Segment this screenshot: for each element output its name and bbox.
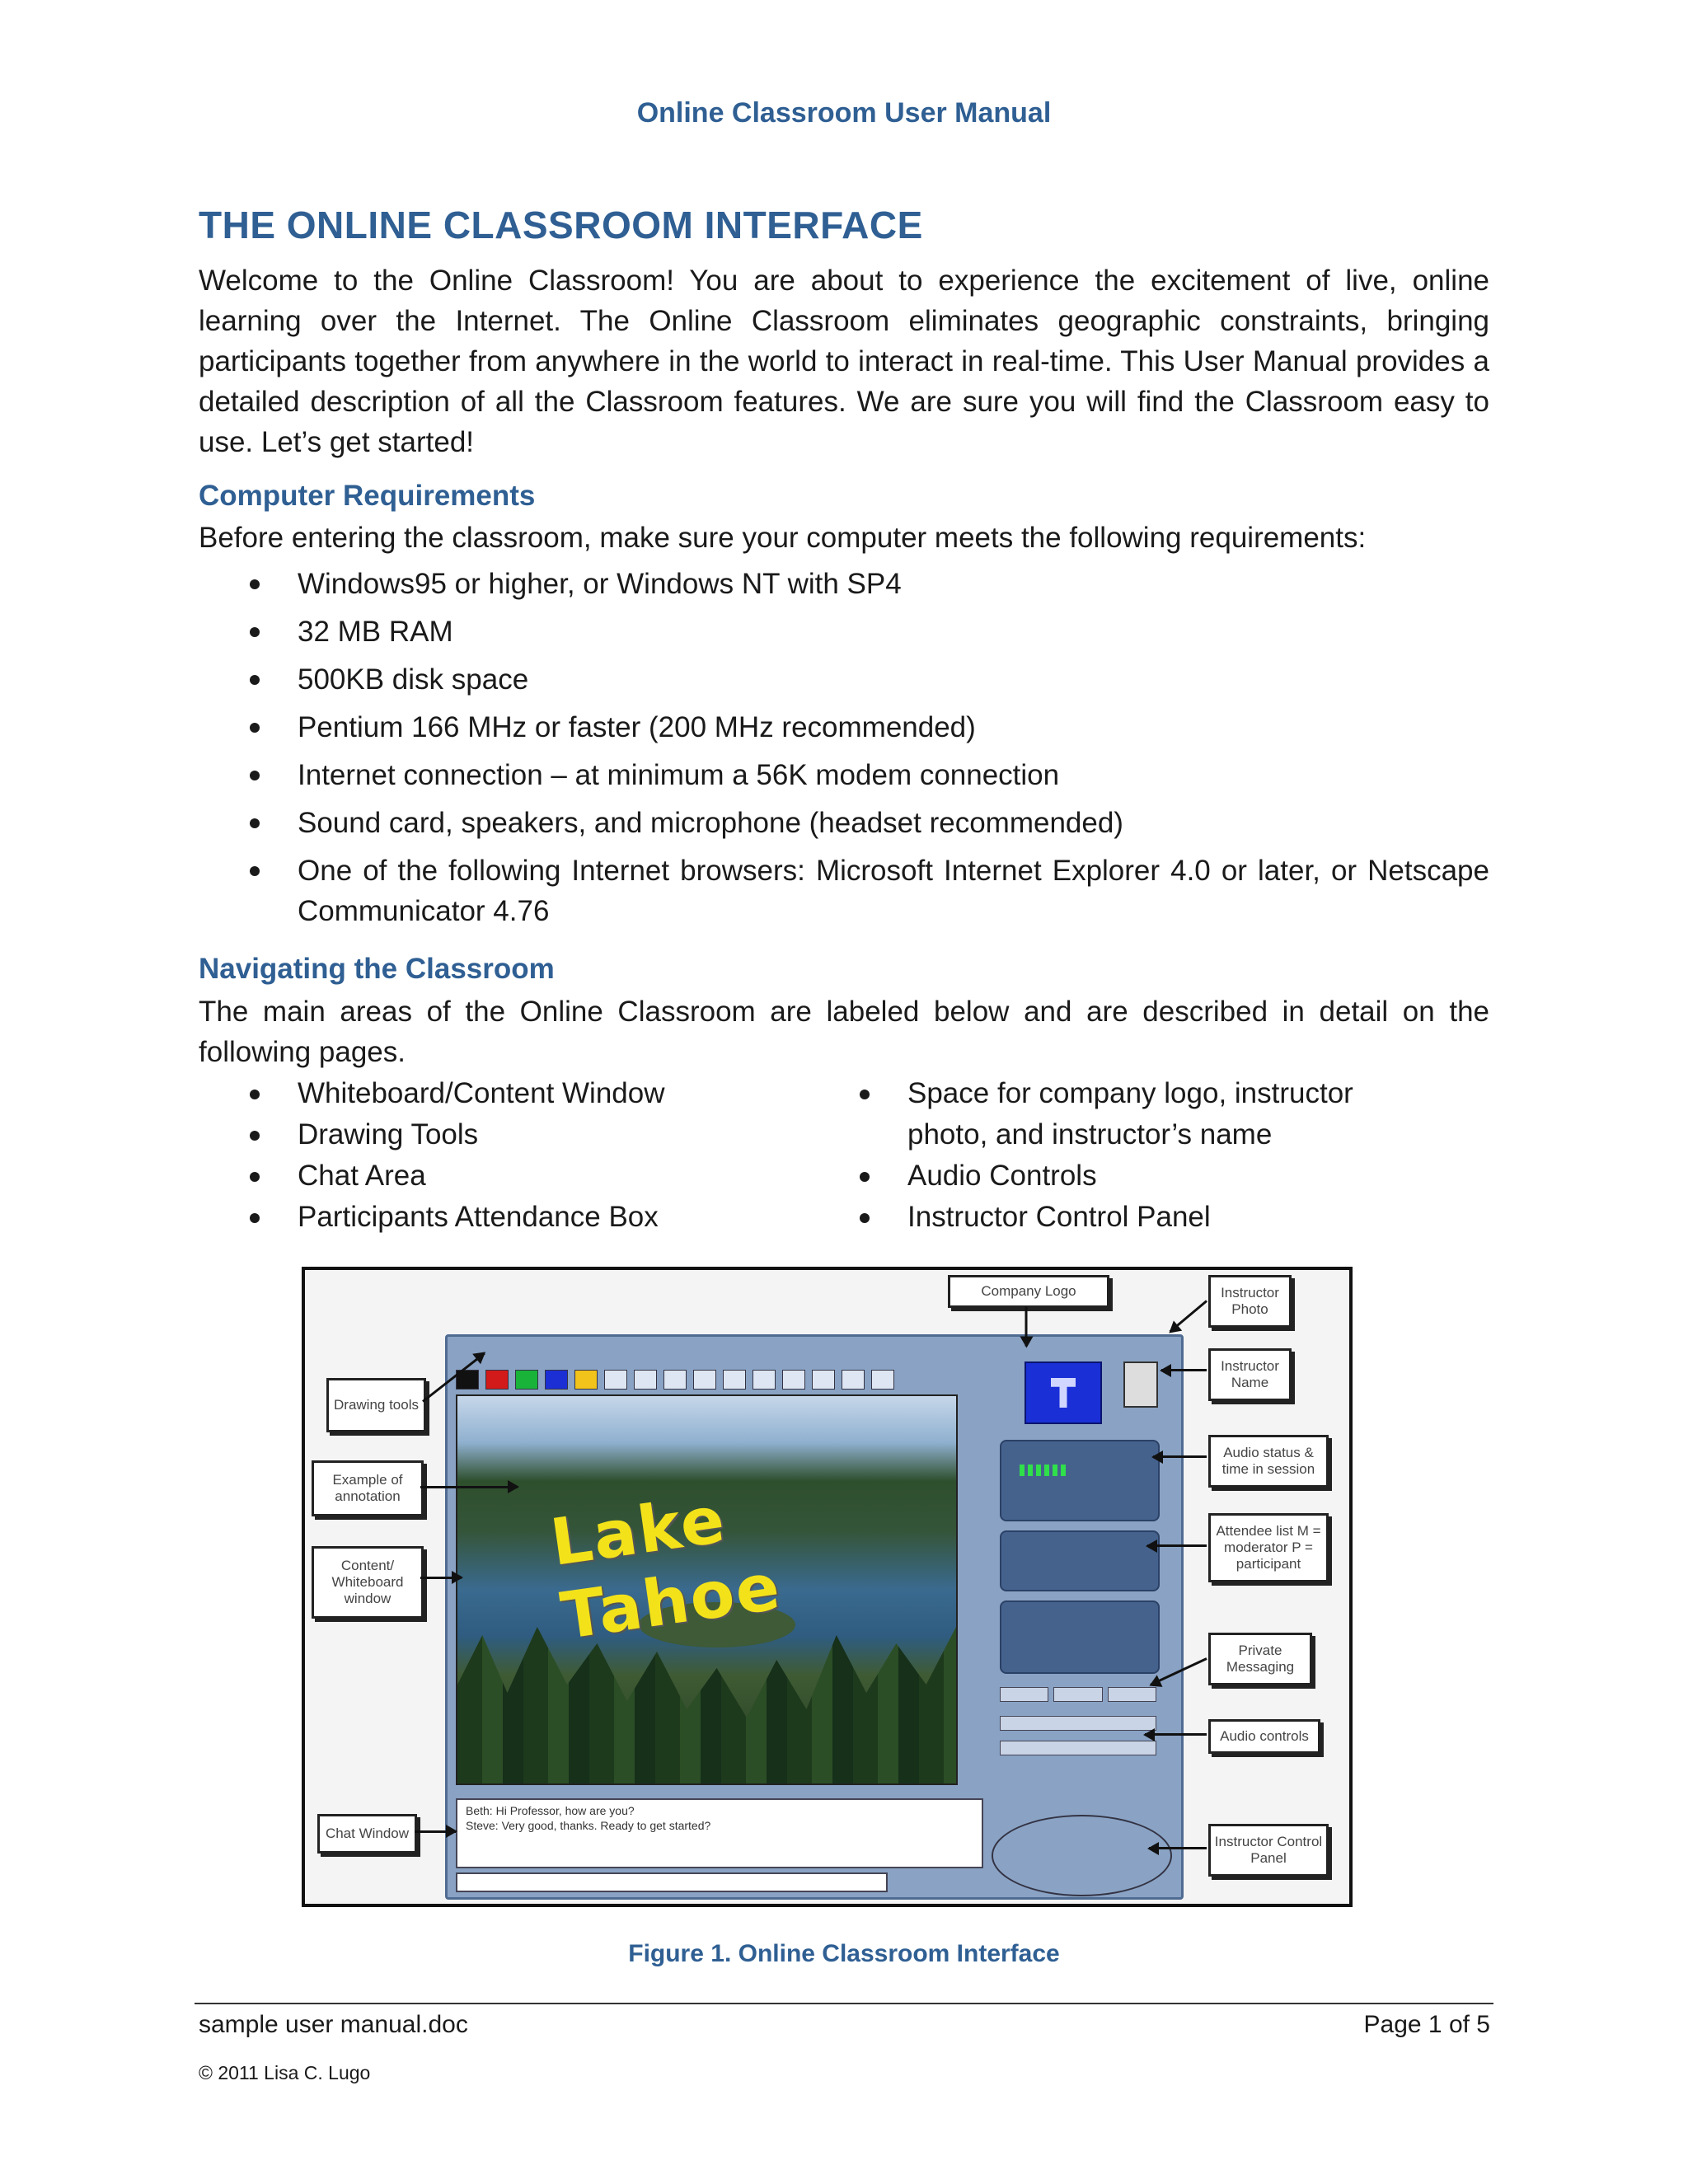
list-item: Sound card, speakers, and microphone (headset recommended) <box>199 803 1489 843</box>
callout-arrow <box>1147 1544 1207 1547</box>
callout-arrow <box>1145 1733 1207 1736</box>
list-item: Pentium 166 MHz or faster (200 MHz recommended) <box>199 707 1489 748</box>
whiteboard-photo <box>456 1394 958 1785</box>
list-item: Windows95 or higher, or Windows NT with SP4 <box>199 564 1489 604</box>
classroom-app-screenshot <box>445 1334 1184 1900</box>
classroom-interface-figure <box>302 1267 1353 1907</box>
callout-label: Instructor Photo <box>1208 1275 1292 1328</box>
callout-label: Content/ Whiteboard window <box>312 1546 424 1619</box>
list-item: Chat Area <box>199 1155 776 1197</box>
list-item: Instructor Control Panel <box>809 1197 1402 1238</box>
audio-status-panel <box>1000 1440 1160 1521</box>
bullet-icon <box>860 1090 870 1099</box>
bullet-icon <box>250 771 260 780</box>
bullet-icon <box>250 1213 260 1223</box>
list-item: Internet connection – at minimum a 56K modem connection <box>199 755 1489 795</box>
drawing-toolbar <box>456 1370 950 1391</box>
list-item: One of the following Internet browsers: Microsoft Internet Explorer 4.0 or later, or Netscape Communicator 4.76 <box>199 851 1489 931</box>
callout-arrow <box>1153 1455 1207 1458</box>
footer-page-number: Page 1 of 5 <box>1363 2011 1490 2038</box>
tool-icon <box>634 1370 657 1390</box>
callout-arrow <box>1170 1300 1207 1333</box>
callout-arrow <box>420 1577 462 1579</box>
requirements-list <box>199 564 1489 939</box>
audio-slider <box>1000 1716 1156 1731</box>
control-panel-highlight <box>992 1815 1172 1896</box>
navigating-heading: Navigating the Classroom <box>199 953 555 985</box>
color-swatch-icon <box>485 1370 509 1390</box>
callout-arrow <box>420 1486 518 1488</box>
requirements-heading: Computer Requirements <box>199 480 536 512</box>
list-item: Participants Attendance Box <box>199 1197 776 1238</box>
callout-arrow <box>1161 1369 1207 1371</box>
bullet-icon <box>250 818 260 828</box>
instructor-photo-icon <box>1123 1361 1158 1408</box>
tool-icon <box>871 1370 894 1390</box>
list-item: Whiteboard/Content Window <box>199 1073 776 1114</box>
whiteboard-annotation: Lake Tahoe <box>546 1483 786 1655</box>
callout-label: Instructor Control Panel <box>1208 1824 1329 1877</box>
chat-line: Beth: Hi Professor, how are you? <box>466 1804 635 1817</box>
bullet-icon <box>250 627 260 637</box>
list-item: 500KB disk space <box>199 659 1489 700</box>
tool-icon <box>693 1370 716 1390</box>
bullet-icon <box>250 1090 260 1099</box>
bullet-icon <box>860 1172 870 1182</box>
tool-icon <box>782 1370 805 1390</box>
figure-caption: Figure 1. Online Classroom Interface <box>628 1940 1060 1967</box>
footer-filename: sample user manual.doc <box>199 2011 468 2038</box>
callout-arrow <box>1149 1847 1207 1849</box>
bullet-icon <box>250 579 260 589</box>
tool-icon <box>723 1370 746 1390</box>
color-swatch-icon <box>545 1370 568 1390</box>
company-logo-icon <box>1025 1361 1102 1424</box>
color-swatch-icon <box>515 1370 538 1390</box>
bullet-icon <box>250 866 260 876</box>
running-header: Online Classroom User Manual <box>636 97 1052 129</box>
bullet-icon <box>250 1131 260 1141</box>
list-item: Audio Controls <box>809 1155 1402 1197</box>
chat-window <box>456 1798 983 1868</box>
callout-label: Example of annotation <box>312 1460 424 1516</box>
bullet-icon <box>860 1213 870 1223</box>
footer-rule <box>195 2003 1493 2004</box>
intro-paragraph: Welcome to the Online Classroom! You are about to experience the excitement of live, online learning over the Internet. The Online Classroom eliminates geographic constraints, bringing participants together from anywhere in the world to interact in real-time. This User Manual provides a detailed description of all the Classroom features. We are sure you will find the Classroom easy to use. Let’s get started! <box>199 265 1489 458</box>
tool-icon <box>663 1370 687 1390</box>
moderator-queue-panel <box>1000 1601 1160 1674</box>
list-item: 32 MB RAM <box>199 612 1489 652</box>
callout-label: Attendee list M = moderator P = participant <box>1208 1513 1329 1582</box>
callout-label: Chat Window <box>317 1814 417 1854</box>
audio-slider <box>1000 1741 1156 1755</box>
bullet-icon <box>250 675 260 685</box>
callout-label: Company Logo <box>948 1275 1109 1308</box>
bullet-icon <box>250 1172 260 1182</box>
chat-input <box>456 1872 888 1892</box>
areas-list-right <box>809 1073 1402 1238</box>
callout-label: Audio controls <box>1208 1719 1320 1754</box>
message-buttons <box>1000 1687 1156 1702</box>
callout-label: Drawing tools <box>326 1378 426 1432</box>
footer-copyright: © 2011 Lisa C. Lugo <box>199 2062 371 2083</box>
tool-icon <box>753 1370 776 1390</box>
right-panel <box>992 1345 1165 1889</box>
bullet-icon <box>250 723 260 733</box>
areas-list-left <box>199 1073 776 1238</box>
callout-label: Instructor Name <box>1208 1348 1292 1401</box>
page-title: THE ONLINE CLASSROOM INTERFACE <box>199 204 923 246</box>
callout-label: Audio status & time in session <box>1208 1435 1329 1488</box>
callout-arrow <box>1025 1307 1028 1347</box>
callout-arrow <box>415 1830 456 1833</box>
callout-label: Private Messaging <box>1208 1633 1312 1685</box>
signal-meter-icon <box>1020 1465 1066 1476</box>
navigating-lead: The main areas of the Online Classroom are labeled below and are described in detail on the following pages. <box>199 996 1489 1068</box>
attendee-panel <box>1000 1530 1160 1591</box>
chat-line: Steve: Very good, thanks. Ready to get started? <box>466 1819 711 1832</box>
tool-icon <box>812 1370 835 1390</box>
list-item: Drawing Tools <box>199 1114 776 1155</box>
color-swatch-icon <box>574 1370 598 1390</box>
list-item: Space for company logo, instructor photo, and instructor’s name <box>809 1073 1402 1155</box>
tool-icon <box>842 1370 865 1390</box>
tool-icon <box>604 1370 627 1390</box>
requirements-lead: Before entering the classroom, make sure your computer meets the following requirements: <box>199 522 1367 554</box>
